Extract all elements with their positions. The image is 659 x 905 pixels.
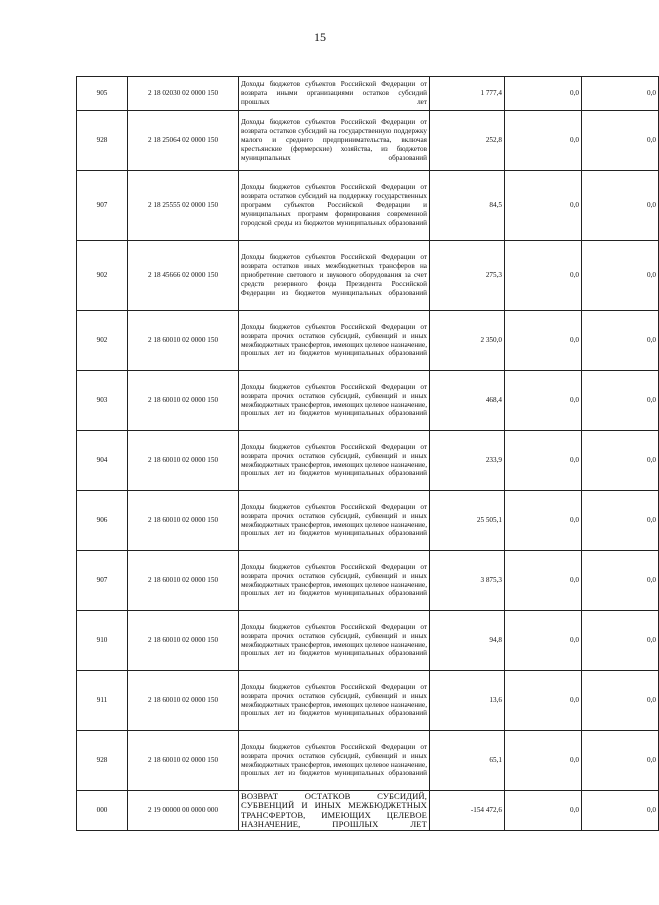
budget-code-cell: 2 18 60010 02 0000 150 <box>128 371 239 431</box>
value-cell-3: 0,0 <box>582 671 659 731</box>
value-cell-2: 0,0 <box>505 791 582 831</box>
revenue-name-cell: Доходы бюджетов субъектов Российской Федерации от возврата прочих остатков субсидий, субвенций и иных межбюджетных трансфертов, имеющих целевое назначение, прошлых лет из бюджетов муниципальных образований <box>239 611 430 671</box>
value-cell-2: 0,0 <box>505 371 582 431</box>
admin-code-cell: 905 <box>77 77 128 111</box>
budget-code-cell: 2 18 60010 02 0000 150 <box>128 671 239 731</box>
amount-cell: 1 777,4 <box>430 77 505 111</box>
admin-code-cell: 906 <box>77 491 128 551</box>
admin-code-cell: 902 <box>77 241 128 311</box>
table-row <box>77 311 659 371</box>
amount-cell: 3 875,3 <box>430 551 505 611</box>
amount-cell: -154 472,6 <box>430 791 505 831</box>
amount-cell: 25 505,1 <box>430 491 505 551</box>
admin-code-cell: 907 <box>77 171 128 241</box>
amount-cell: 468,4 <box>430 371 505 431</box>
amount-cell: 84,5 <box>430 171 505 241</box>
budget-code-cell: 2 18 60010 02 0000 150 <box>128 311 239 371</box>
table-body <box>77 77 659 831</box>
admin-code-cell: 911 <box>77 671 128 731</box>
table-row <box>77 671 659 731</box>
admin-code-cell: 902 <box>77 311 128 371</box>
value-cell-2: 0,0 <box>505 431 582 491</box>
table-row <box>77 371 659 431</box>
budget-code-cell: 2 18 02030 02 0000 150 <box>128 77 239 111</box>
amount-cell: 2 350,0 <box>430 311 505 371</box>
value-cell-3: 0,0 <box>582 171 659 241</box>
revenue-name-cell: Доходы бюджетов субъектов Российской Федерации от возврата прочих остатков субсидий, субвенций и иных межбюджетных трансфертов, имеющих целевое назначение, прошлых лет из бюджетов муниципальных образований <box>239 371 430 431</box>
admin-code-cell: 910 <box>77 611 128 671</box>
table-row <box>77 431 659 491</box>
table-row <box>77 171 659 241</box>
revenue-name-cell: Доходы бюджетов субъектов Российской Федерации от возврата прочих остатков субсидий, субвенций и иных межбюджетных трансфертов, имеющих целевое назначение, прошлых лет из бюджетов муниципальных образований <box>239 311 430 371</box>
value-cell-3: 0,0 <box>582 491 659 551</box>
value-cell-3: 0,0 <box>582 551 659 611</box>
revenue-name-cell: Доходы бюджетов субъектов Российской Федерации от возврата остатков иных межбюджетных трансферов на приобретение светового и звукового оборудования за счет средств резервного фонда Президента Российской Федерации из бюджетов муниципальных образований <box>239 241 430 311</box>
budget-code-cell: 2 18 60010 02 0000 150 <box>128 491 239 551</box>
table-row <box>77 611 659 671</box>
value-cell-3: 0,0 <box>582 791 659 831</box>
value-cell-2: 0,0 <box>505 111 582 171</box>
admin-code-cell: 907 <box>77 551 128 611</box>
value-cell-3: 0,0 <box>582 371 659 431</box>
table-row <box>77 241 659 311</box>
table-row <box>77 551 659 611</box>
value-cell-3: 0,0 <box>582 731 659 791</box>
table-row <box>77 731 659 791</box>
value-cell-2: 0,0 <box>505 551 582 611</box>
page-number: 15 <box>314 30 326 44</box>
value-cell-2: 0,0 <box>505 671 582 731</box>
budget-code-cell: 2 18 45666 02 0000 150 <box>128 241 239 311</box>
admin-code-cell: 928 <box>77 731 128 791</box>
budget-revenue-table <box>76 76 659 831</box>
value-cell-3: 0,0 <box>582 111 659 171</box>
value-cell-2: 0,0 <box>505 611 582 671</box>
table-row <box>77 77 659 111</box>
value-cell-2: 0,0 <box>505 491 582 551</box>
budget-code-cell: 2 19 00000 00 0000 000 <box>128 791 239 831</box>
amount-cell: 252,8 <box>430 111 505 171</box>
amount-cell: 275,3 <box>430 241 505 311</box>
admin-code-cell: 000 <box>77 791 128 831</box>
amount-cell: 65,1 <box>430 731 505 791</box>
table-row <box>77 111 659 171</box>
revenue-name-cell: Доходы бюджетов субъектов Российской Федерации от возврата прочих остатков субсидий, субвенций и иных межбюджетных трансфертов, имеющих целевое назначение, прошлых лет из бюджетов муниципальных образований <box>239 551 430 611</box>
value-cell-3: 0,0 <box>582 431 659 491</box>
revenue-name-cell: Доходы бюджетов субъектов Российской Федерации от возврата прочих остатков субсидий, субвенций и иных межбюджетных трансфертов, имеющих целевое назначение, прошлых лет из бюджетов муниципальных образований <box>239 491 430 551</box>
admin-code-cell: 928 <box>77 111 128 171</box>
value-cell-3: 0,0 <box>582 311 659 371</box>
amount-cell: 233,9 <box>430 431 505 491</box>
revenue-name-cell: ВОЗВРАТ ОСТАТКОВ СУБСИДИЙ, СУБВЕНЦИЙ И ИНЫХ МЕЖБЮДЖЕТНЫХ ТРАНСФЕРТОВ, ИМЕЮЩИХ ЦЕЛЕВОЕ НАЗНАЧЕНИЕ, ПРОШЛЫХ ЛЕТ <box>239 791 430 831</box>
value-cell-2: 0,0 <box>505 77 582 111</box>
table-row <box>77 791 659 831</box>
budget-code-cell: 2 18 25064 02 0000 150 <box>128 111 239 171</box>
value-cell-2: 0,0 <box>505 171 582 241</box>
revenue-name-cell: Доходы бюджетов субъектов Российской Федерации от возврата остатков субсидий на государственную поддержку малого и среднего предпринимательства, включая крестьянские (фермерские) хозяйства, из бюджетов муниципальных образований <box>239 111 430 171</box>
value-cell-2: 0,0 <box>505 241 582 311</box>
amount-cell: 13,6 <box>430 671 505 731</box>
revenue-name-cell: Доходы бюджетов субъектов Российской Федерации от возврата остатков субсидий на поддержку государственных программ субъектов Российской Федерации и муниципальных программ формирования современной городской среды из бюджетов муниципальных образований <box>239 171 430 241</box>
revenue-name-cell: Доходы бюджетов субъектов Российской Федерации от возврата прочих остатков субсидий, субвенций и иных межбюджетных трансфертов, имеющих целевое назначение, прошлых лет из бюджетов муниципальных образований <box>239 671 430 731</box>
revenue-name-cell: Доходы бюджетов субъектов Российской Федерации от возврата прочих остатков субсидий, субвенций и иных межбюджетных трансфертов, имеющих целевое назначение, прошлых лет из бюджетов муниципальных образований <box>239 431 430 491</box>
value-cell-3: 0,0 <box>582 611 659 671</box>
amount-cell: 94,8 <box>430 611 505 671</box>
admin-code-cell: 903 <box>77 371 128 431</box>
budget-code-cell: 2 18 60010 02 0000 150 <box>128 611 239 671</box>
revenue-name-cell: Доходы бюджетов субъектов Российской Федерации от возврата иными организациями остатков субсидий прошлых лет <box>239 77 430 111</box>
budget-code-cell: 2 18 60010 02 0000 150 <box>128 731 239 791</box>
table-row <box>77 491 659 551</box>
value-cell-2: 0,0 <box>505 731 582 791</box>
value-cell-3: 0,0 <box>582 241 659 311</box>
value-cell-2: 0,0 <box>505 311 582 371</box>
value-cell-3: 0,0 <box>582 77 659 111</box>
budget-code-cell: 2 18 60010 02 0000 150 <box>128 551 239 611</box>
budget-code-cell: 2 18 60010 02 0000 150 <box>128 431 239 491</box>
budget-code-cell: 2 18 25555 02 0000 150 <box>128 171 239 241</box>
admin-code-cell: 904 <box>77 431 128 491</box>
revenue-name-cell: Доходы бюджетов субъектов Российской Федерации от возврата прочих остатков субсидий, субвенций и иных межбюджетных трансфертов, имеющих целевое назначение, прошлых лет из бюджетов муниципальных образований <box>239 731 430 791</box>
